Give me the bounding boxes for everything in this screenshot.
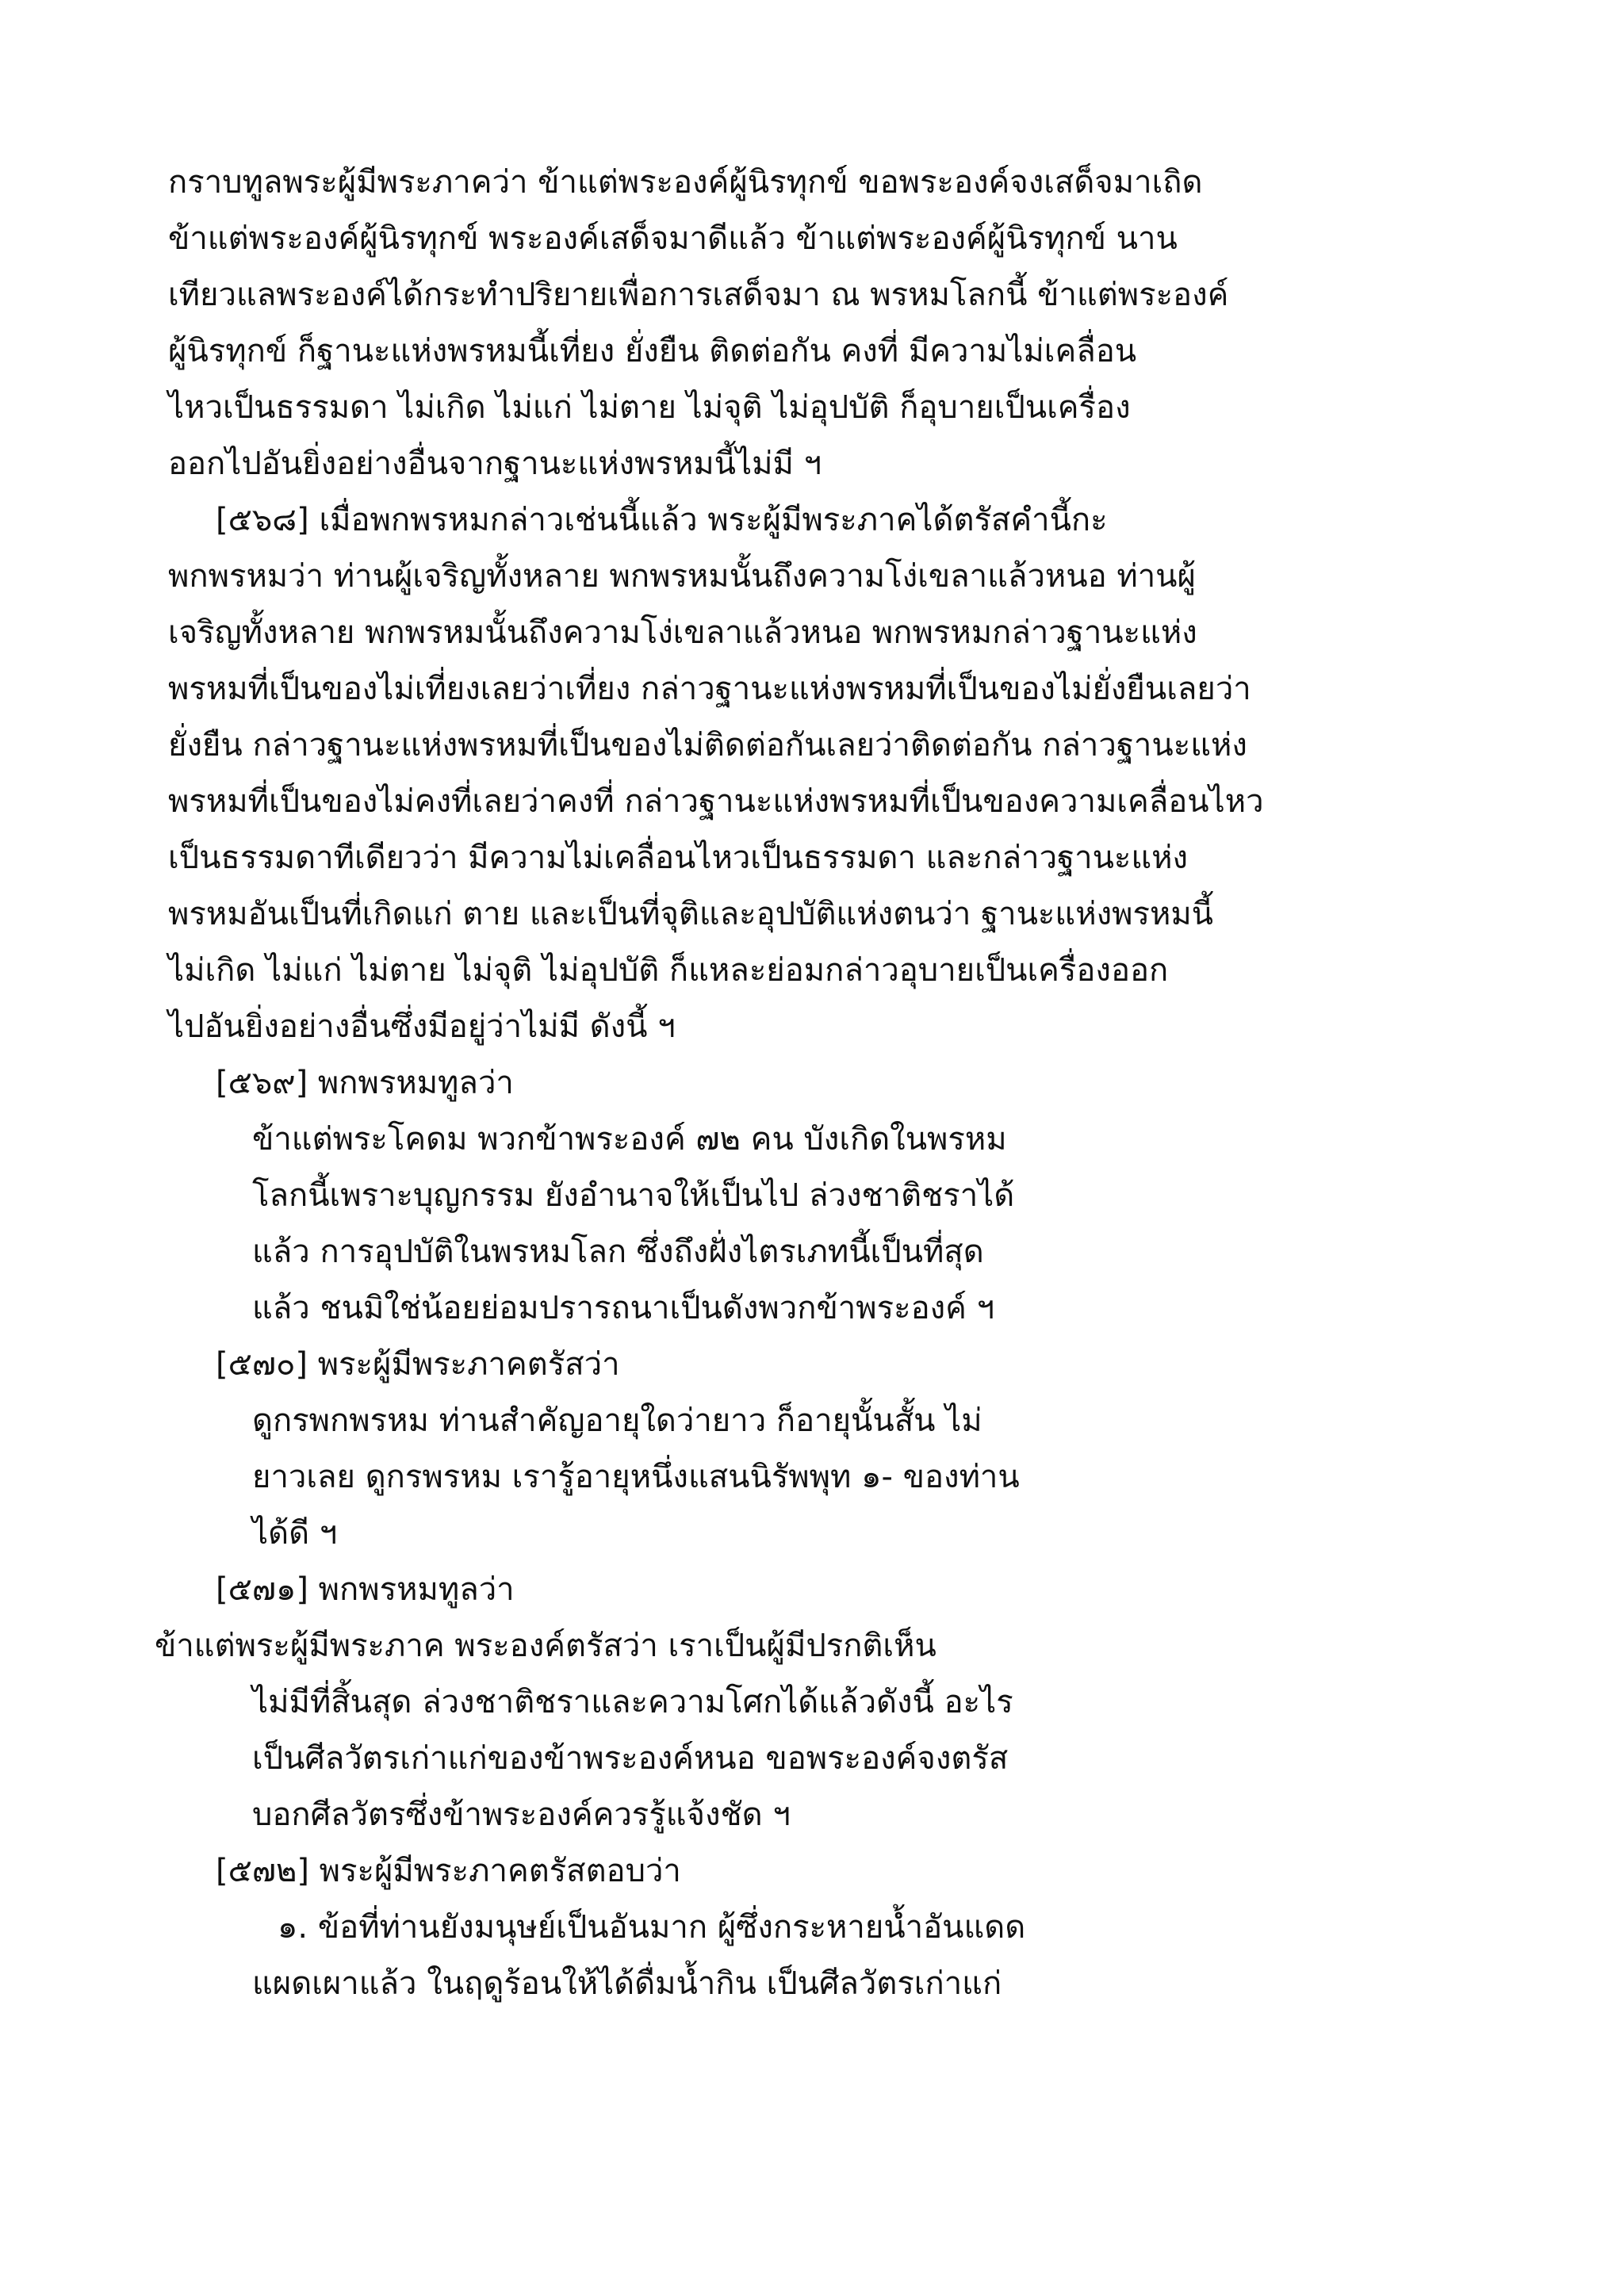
text-line: ข้าแต่พระองค์ผู้นิรทุกข์ พระองค์เสด็จมาดีแล้ว ข้าแต่พระองค์ผู้นิรทุกข์ นาน xyxy=(168,220,1178,257)
text-line: พรหมที่เป็นของไม่เที่ยงเลยว่าเที่ยง กล่าวฐานะแห่งพรหมที่เป็นของไม่ยั่งยืนเลยว่า xyxy=(168,671,1251,707)
verse-line: ข้าแต่พระโคดม พวกข้าพระองค์ ๗๒ คน บังเกิดในพรหม xyxy=(252,1121,1007,1158)
verse-line: ข้าแต่พระผู้มีพระภาค พระองค์ตรัสว่า เราเป็นผู้มีปรกติเห็น xyxy=(155,1628,936,1664)
verse-line: ไม่มีที่สิ้นสุด ล่วงชาติชราและความโศกได้แล้วดังนี้ อะไร xyxy=(252,1684,1013,1720)
verse-line: ยาวเลย ดูกรพรหม เรารู้อายุหนึ่งแสนนิรัพพุท ๑- ของท่าน xyxy=(252,1459,1020,1495)
text-line: เทียวแลพระองค์ได้กระทำปริยายเพื่อการเสด็จมา ณ พรหมโลกนี้ ข้าแต่พระองค์ xyxy=(168,277,1229,313)
verse-line: เป็นศีลวัตรเก่าแก่ของข้าพระองค์หนอ ขอพระองค์จงตรัส xyxy=(252,1740,1009,1777)
verse-line: บอกศีลวัตรซึ่งข้าพระองค์ควรรู้แจ้งชัด ฯ xyxy=(252,1797,791,1833)
text-line: พรหมอันเป็นที่เกิดแก่ ตาย และเป็นที่จุติและอุปบัติแห่งตนว่า ฐานะแห่งพรหมนี้ xyxy=(168,896,1214,932)
paragraph-568-first-line: [๕๖๘] เมื่อพกพรหมกล่าวเช่นนี้แล้ว พระผู้มีพระภาคได้ตรัสคำนี้กะ xyxy=(216,502,1108,538)
verse-line: แล้ว การอุปบัติในพรหมโลก ซึ่งถึงฝั่งไตรเภทนี้เป็นที่สุด xyxy=(252,1234,984,1270)
paragraph-570-heading: [๕๗๐] พระผู้มีพระภาคตรัสว่า xyxy=(216,1346,620,1383)
verse-line: ๑. ข้อที่ท่านยังมนุษย์เป็นอันมาก ผู้ซึ่งกระหายน้ำอันแดด xyxy=(278,1909,1026,1946)
verse-line: โลกนี้เพราะบุญกรรม ยังอำนาจให้เป็นไป ล่วงชาติชราได้ xyxy=(252,1177,1015,1214)
text-line: พกพรหมว่า ท่านผู้เจริญทั้งหลาย พกพรหมนั้นถึงความโง่เขลาแล้วหนอ ท่านผู้ xyxy=(168,558,1196,595)
verse-line: ได้ดี ฯ xyxy=(252,1515,338,1552)
paragraph-569-heading: [๕๖๙] พกพรหมทูลว่า xyxy=(216,1065,514,1101)
text-line: ออกไปอันยิ่งอย่างอื่นจากฐานะแห่งพรหมนี้ไม่มี ฯ xyxy=(168,446,822,482)
verse-line: ดูกรพกพรหม ท่านสำคัญอายุใดว่ายาว ก็อายุนั้นสั้น ไม่ xyxy=(252,1402,982,1439)
verse-line: แล้ว ชนมิใช่น้อยย่อมปรารถนาเป็นดังพวกข้าพระองค์ ฯ xyxy=(252,1290,995,1326)
text-line: ยั่งยืน กล่าวฐานะแห่งพรหมที่เป็นของไม่ติดต่อกันเลยว่าติดต่อกัน กล่าวฐานะแห่ง xyxy=(168,727,1247,763)
text-line: ไปอันยิ่งอย่างอื่นซึ่งมีอยู่ว่าไม่มี ดังนี้ ฯ xyxy=(168,1008,676,1045)
text-line: ไหวเป็นธรรมดา ไม่เกิด ไม่แก่ ไม่ตาย ไม่จุติ ไม่อุปบัติ ก็อุบายเป็นเครื่อง xyxy=(168,389,1131,426)
text-line: เป็นธรรมดาทีเดียวว่า มีความไม่เคลื่อนไหวเป็นธรรมดา และกล่าวฐานะแห่ง xyxy=(168,840,1189,876)
paragraph-572-heading: [๕๗๒] พระผู้มีพระภาคตรัสตอบว่า xyxy=(216,1853,681,1889)
paragraph-571-heading: [๕๗๑] พกพรหมทูลว่า xyxy=(216,1571,515,1608)
text-line: กราบทูลพระผู้มีพระภาคว่า ข้าแต่พระองค์ผู้นิรทุกข์ ขอพระองค์จงเสด็จมาเถิด xyxy=(168,164,1203,201)
text-line: ผู้นิรทุกข์ ก็ฐานะแห่งพรหมนี้เที่ยง ยั่งยืน ติดต่อกัน คงที่ มีความไม่เคลื่อน xyxy=(168,333,1137,369)
verse-line: แผดเผาแล้ว ในฤดูร้อนให้ได้ดื่มน้ำกิน เป็นศีลวัตรเก่าแก่ xyxy=(252,1965,1002,2002)
text-line: พรหมที่เป็นของไม่คงที่เลยว่าคงที่ กล่าวฐานะแห่งพรหมที่เป็นของความเคลื่อนไหว xyxy=(168,783,1264,820)
text-line: ไม่เกิด ไม่แก่ ไม่ตาย ไม่จุติ ไม่อุปบัติ ก็แหละย่อมกล่าวอุบายเป็นเครื่องออก xyxy=(168,952,1169,989)
text-line: เจริญทั้งหลาย พกพรหมนั้นถึงความโง่เขลาแล้วหนอ พกพรหมกล่าวฐานะแห่ง xyxy=(168,614,1197,651)
